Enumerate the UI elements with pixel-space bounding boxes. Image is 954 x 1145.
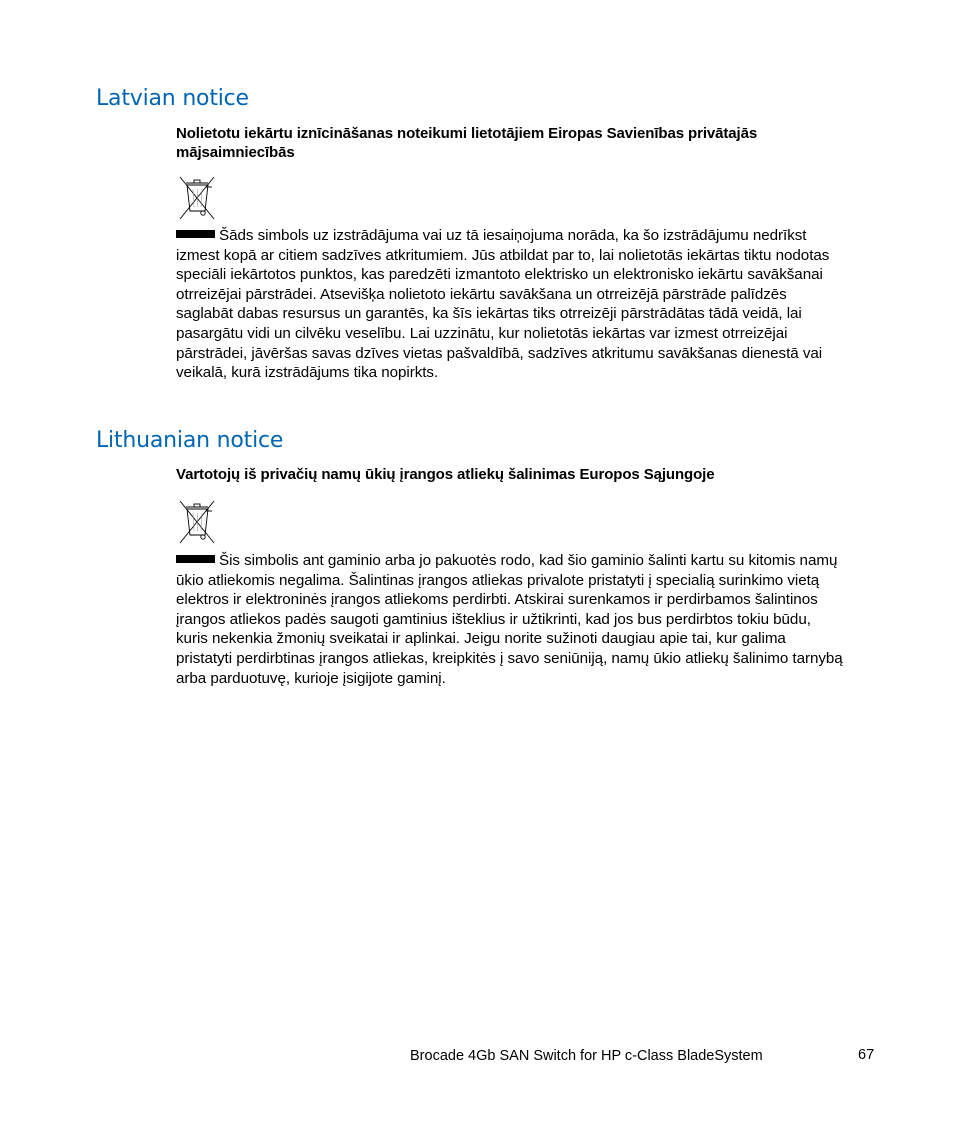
lithuanian-notice-body bbox=[176, 551, 844, 688]
latvian-notice-body bbox=[176, 226, 844, 383]
latvian-notice-subheading: Nolietotu iekārtu iznīcināšanas noteikumi lietotājiem Eiropas Savienības privātajās mājsaimniecībās bbox=[176, 125, 758, 161]
crossed-out-wheelie-bin-icon bbox=[176, 499, 218, 547]
latvian-notice-body-text: Šāds simbols uz izstrādājuma vai uz tā iesaiņojuma norāda, ka šo izstrādājumu nedrīkst izmest kopā ar citiem sadzīves atkritumiem. Jūs atbildat par to, lai nolietotās iekārtas tiktu nodotas speciāli iekārtotos punktos, kas paredzēti izmantoto elektrisko un elektronisko iekārtu savākšanai otrreizējai pārstrādei. Atsevišķa nolietoto iekārtu savākšana un otrreizējā pārstrāde palīdzēs saglabāt dabas resursus un garantēs, ka šīs iekārtas tiks otrreizēji pārstrādātas tādā veidā, lai pasargātu vidi un cilvēku veselību. Lai uzzinātu, kur nolietotās iekārtas var izmest otrreizējai pārstrādei, jāvēršas savas dzīves vietas pašvaldībā, sadzīves atkritumu savākšanas dienestā vai veikalā, kurā izstrādājums tika nopirkts. bbox=[176, 227, 830, 382]
footer-document-title: Brocade 4Gb SAN Switch for HP c-Class BladeSystem bbox=[410, 1048, 763, 1064]
black-bar bbox=[176, 555, 215, 563]
lithuanian-notice-heading: Lithuanian notice bbox=[96, 428, 284, 453]
black-bar bbox=[176, 230, 215, 238]
footer-page-number: 67 bbox=[858, 1047, 875, 1063]
latvian-notice-heading: Latvian notice bbox=[96, 86, 249, 111]
lithuanian-notice-body-text: Šis simbolis ant gaminio arba jo pakuotės rodo, kad šio gaminio šalinti kartu su kitomis namų ūkio atliekomis negalima. Šalintinas įrangos atliekas privalote pristatyti į specialią surinkimo vietą elektros ir elektroninės įrangos atliekoms perdirbti. Atskirai surenkamos ir perdirbamos šalintinos įrangos atliekos padės saugoti gamtinius išteklius ir užtikrinti, kad jos bus perdirbtos tokiu būdu, kuris nekenkia žmonių sveikatai ir aplinkai. Jeigu norite sužinoti daugiau apie tai, kur galima pristatyti perdirbtinas įrangos atliekas, kreipkitės į savo seniūniją, namų ūkio atliekų šalinimo tarnybą arba parduotuvę, kurioje įsigijote gaminį. bbox=[176, 552, 843, 687]
crossed-out-wheelie-bin-icon bbox=[176, 175, 218, 223]
lithuanian-notice-subheading: Vartotojų iš privačių namų ūkių įrangos atliekų šalinimas Europos Sąjungoje bbox=[176, 466, 715, 483]
